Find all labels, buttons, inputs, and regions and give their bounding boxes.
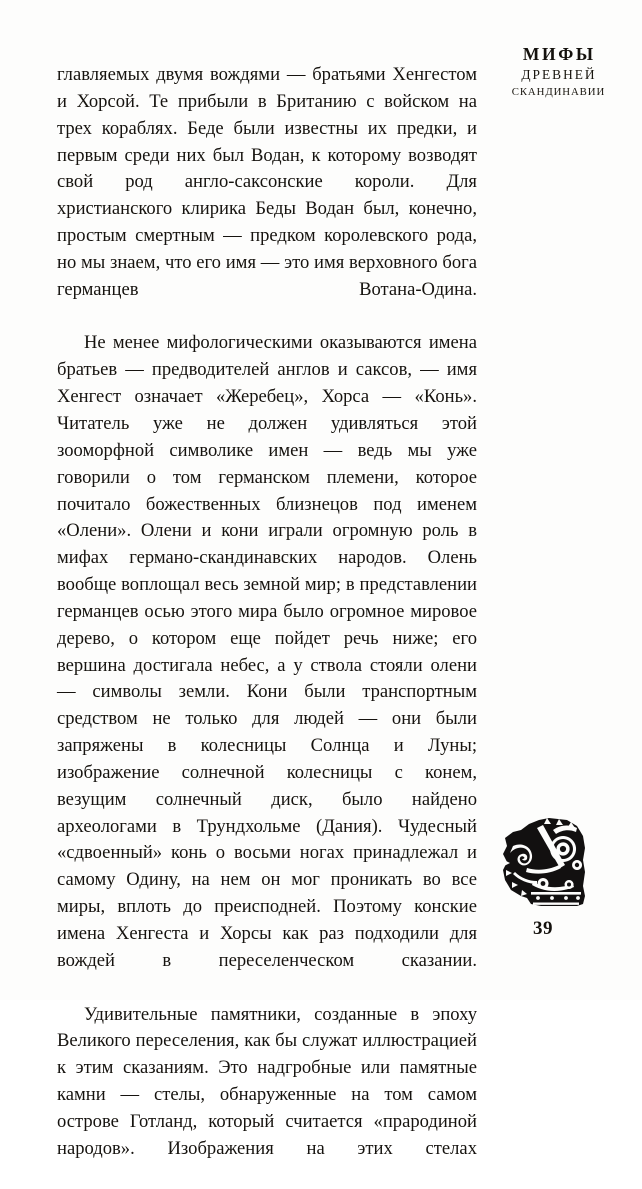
running-head	[488, 44, 628, 101]
running-head-line-3: СКАНДИНАВИИ	[511, 86, 606, 98]
paragraph-continuation: главляемых двумя вождями — братьями Хенгестом и Хорсой. Те прибыли в Британию с войском на трех кораблях. Беде были известны их предки, и первым среди них был Водан, к которому возводят свой род англо-саксонские короли. Для христианского клирика Беды Водан был, конечно, простым смертным — предком королевского рода, но мы знаем, что его имя — это имя верховного бога германцев Вотана-Одина.	[57, 64, 477, 300]
paragraph: Удивительные памятники, созданные в эпоху Великого переселения, как бы служат иллюстрацией к этим сказаниям. Это надгробные или памятные камни — стелы, обнаруженные на том самом острове Готланд, который считается «прародиной народов». Изображения на этих стелах	[57, 1003, 477, 1159]
page-number: 39	[533, 918, 553, 939]
norse-zoomorphic-animal-head-ornament-icon	[497, 816, 589, 910]
paragraph: Не менее мифологическими оказываются имена братьев — предводителей англов и саксов, — имя Хенгест означает «Жеребец», Хорса — «Конь». Читатель уже не должен удивляться этой зооморфной символике имен — ведь мы уже говорили о том германском племени, которое почитало божественных близнецов под именем «Олени». Олени и кони играли огромную роль в мифах германо-скандинавских народов. Олень вообще воплощал весь земной мир; в представлении германцев осью этого мира было огромное мировое дерево, о котором еще пойдет речь ниже; его вершина достигала небес, а у ствола стояли олени — символы земли. Кони были транспортным средством не только для людей — они были запряжены в колесницы Солнца и Луны; изображение солнечной колесницы с конем, везущим солнечный диск, было найдено археологами в Трундхольме (Дания). Чудесный «сдвоенный» конь о восьми ногах принадлежал и самому Одину, на нем он мог проникать во все миры, вплоть до преисподней. Поэтому конские имена Хенгеста и Хорсы как раз подходили для вождей в переселенческом сказании.	[57, 332, 477, 971]
running-head-line-1: МИФЫ	[522, 44, 596, 64]
body-text-column	[57, 62, 477, 1189]
running-head-line-2: ДРЕВНЕЙ	[521, 67, 597, 82]
